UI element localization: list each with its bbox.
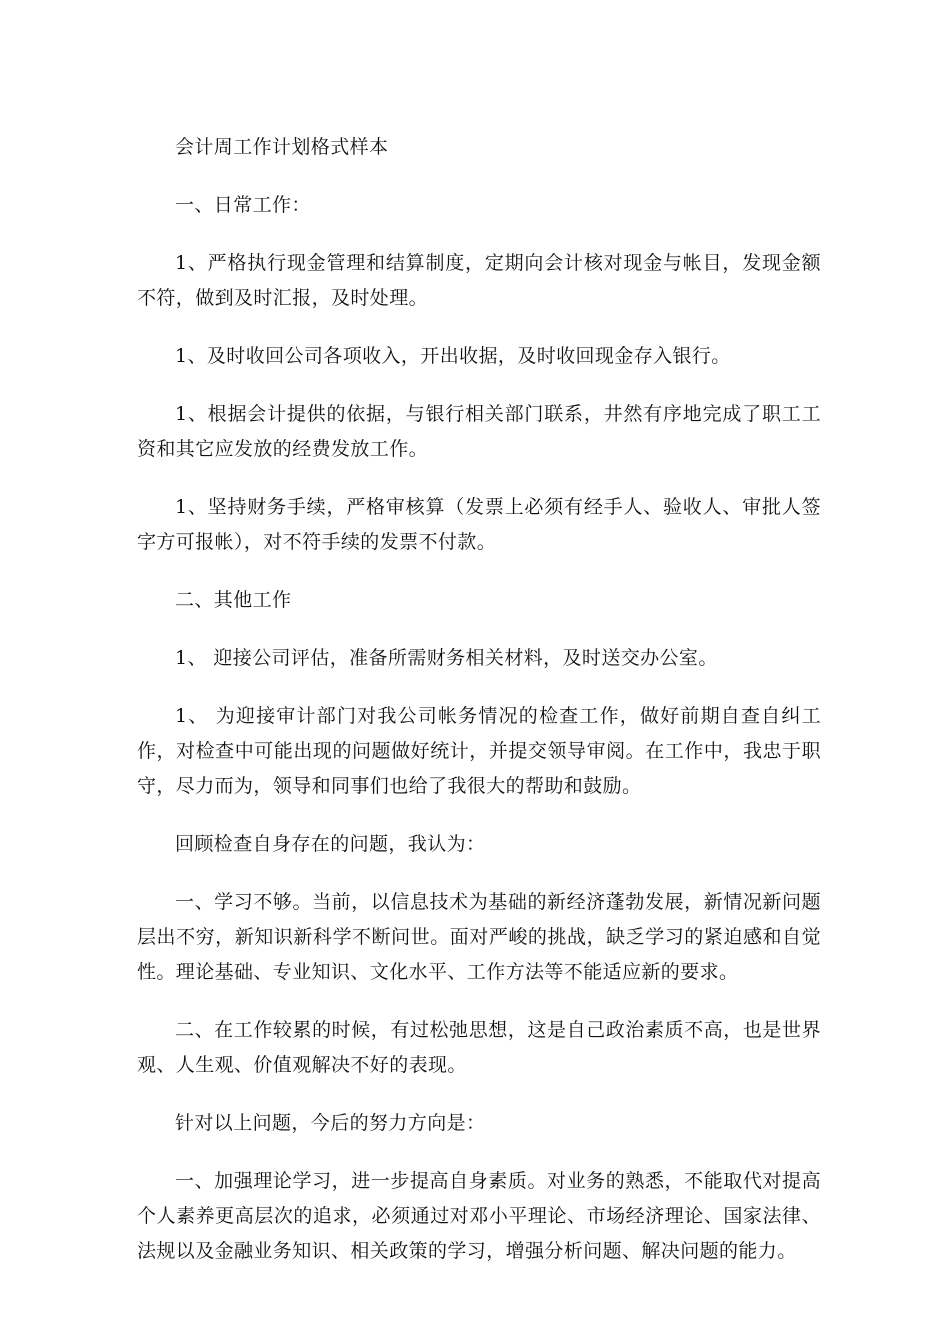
paragraph-future-direction: 针对以上问题，今后的努力方向是： bbox=[175, 1112, 486, 1134]
paragraph-company-evaluation: 1、 迎接公司评估，准备所需财务相关材料，及时送交办公室。 bbox=[175, 647, 718, 669]
paragraph-review-problems: 回顾检查自身存在的问题，我认为： bbox=[175, 833, 486, 855]
paragraph-audit-preparation: 1、 为迎接审计部门对我公司帐务情况的检查工作，做好前期自查自纠工作，对检查中可能出现的问题做好统计，并提交领导审阅。在工作中，我忠于职守，尽力而为，领导和同事们也给了我很大的帮助和鼓励。 bbox=[137, 705, 821, 797]
paragraph-other-work-heading: 二、其他工作 bbox=[175, 589, 292, 611]
document-page bbox=[137, 130, 821, 1292]
paragraph-financial-procedures: 1、坚持财务手续，严格审核算（发票上必须有经手人、验收人、审批人签字方可报帐），对不符手续的发票不付款。 bbox=[137, 496, 821, 553]
paragraph-collect-income: 1、及时收回公司各项收入，开出收据，及时收回现金存入银行。 bbox=[175, 345, 731, 367]
paragraph-strengthen-theory: 一、加强理论学习，进一步提高自身素质。对业务的熟悉，不能取代对提高个人素养更高层次的追求，必须通过对邓小平理论、市场经济理论、国家法律、法规以及金融业务知识、相关政策的学习，增强分析问题、解决问题的能力。 bbox=[137, 1170, 821, 1262]
paragraph-daily-work-heading: 一、日常工作： bbox=[175, 194, 311, 216]
paragraph-insufficient-study: 一、学习不够。当前，以信息技术为基础的新经济蓬勃发展，新情况新问题层出不穷，新知识新科学不断问世。面对严峻的挑战，缺乏学习的紧迫感和自觉性。理论基础、专业知识、文化水平、工作方法等不能适应新的要求。 bbox=[137, 891, 821, 983]
paragraph-cash-management: 1、严格执行现金管理和结算制度，定期向会计核对现金与帐目，发现金额不符，做到及时汇报，及时处理。 bbox=[137, 252, 821, 309]
paragraph-slack-thinking: 二、在工作较累的时候，有过松弛思想，这是自己政治素质不高，也是世界观、人生观、价值观解决不好的表现。 bbox=[137, 1019, 821, 1076]
document-title: 会计周工作计划格式样本 bbox=[175, 136, 389, 158]
paragraph-salary-payment: 1、根据会计提供的依据，与银行相关部门联系，井然有序地完成了职工工资和其它应发放的经费发放工作。 bbox=[137, 403, 821, 460]
